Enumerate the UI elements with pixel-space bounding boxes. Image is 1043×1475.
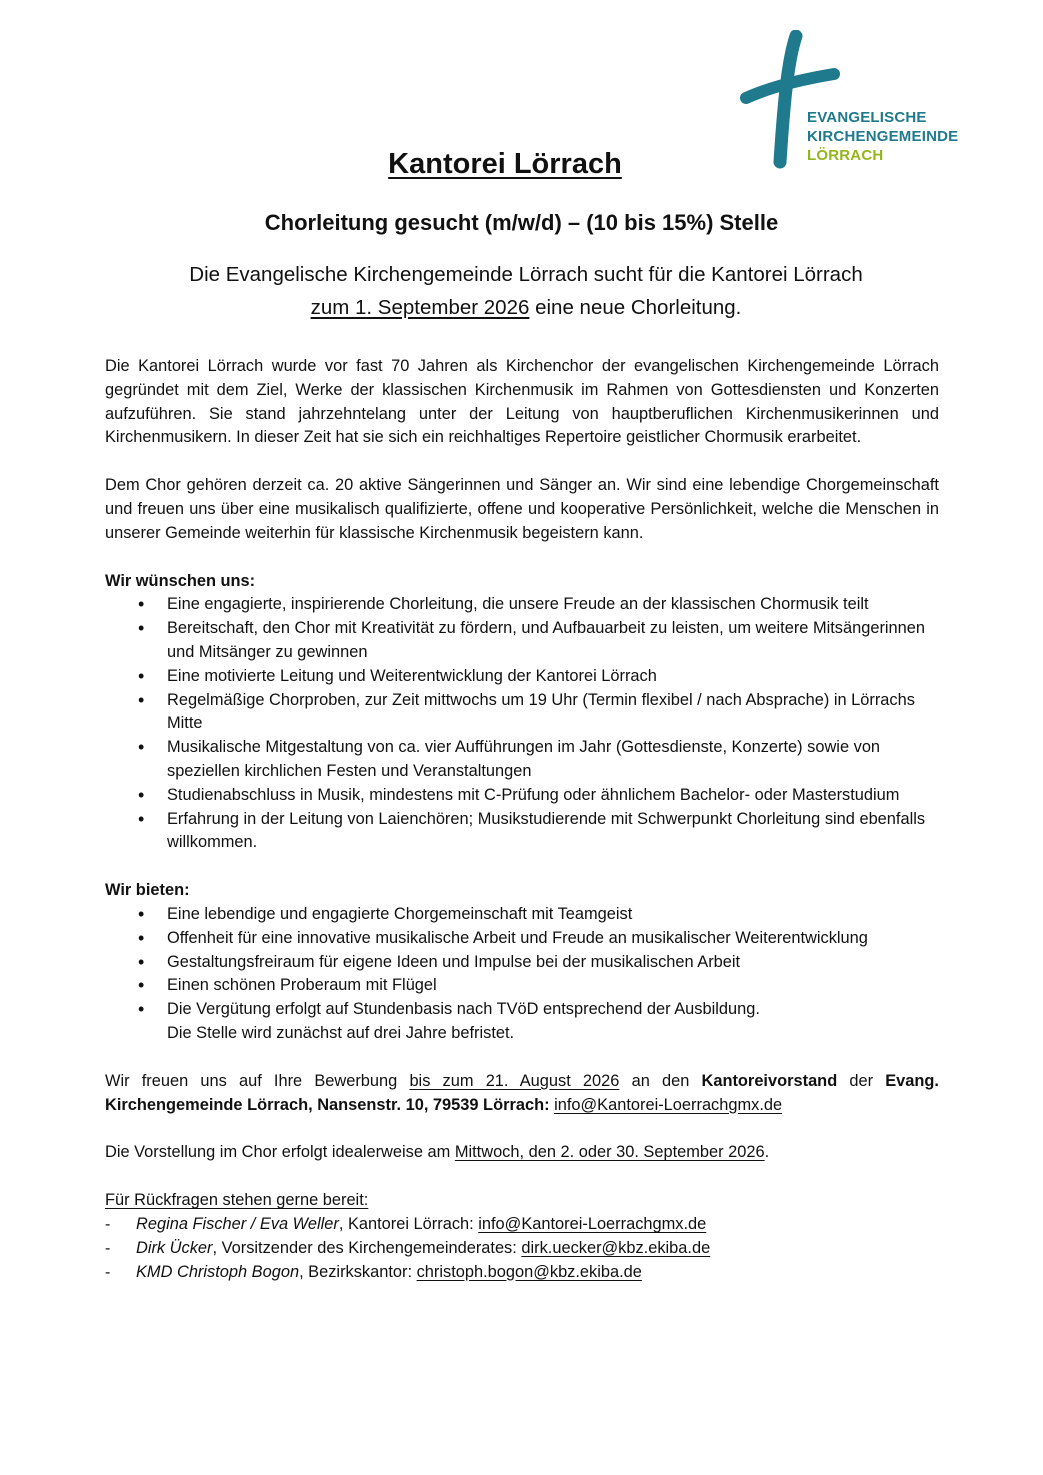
logo-line-1: EVANGELISCHE <box>807 109 927 126</box>
paragraph-history: Die Kantorei Lörrach wurde vor fast 70 Jahren als Kirchenchor der evangelischen Kirchengemeinde Lörrach gegründet mit dem Ziel, Werke der klassischen Kirchenmusik im Rahmen von Gottesdiensten und Konzerten aufzuführen. Sie stand jahrzehntelang unter der Leitung von hauptberuflichen Kirchenmusikerinnen und Kirchenmusikern. In dieser Zeit hat sie sich ein reichhaltiges Repertoire geistlicher Chormusik erarbeitet. <box>105 357 939 447</box>
contact-name: Regina Fischer / Eva Weller <box>136 1214 339 1233</box>
list-item: • Bereitschaft, den Chor mit Kreativität zu fördern, und Aufbauarbeit zu leisten, um weitere Mitsängerinnen und Mitsänger zu gewinnen <box>105 617 939 665</box>
list-item: • Musikalische Mitgestaltung von ca. vier Aufführungen im Jahr (Gottesdienste, Konzerte) sowie von speziellen kirchlichen Festen und Veranstaltungen <box>105 736 939 784</box>
intro-line-2 <box>0 291 1043 324</box>
page-subtitle: Chorleitung gesucht (m/w/d) – (10 bis 15%) Stelle <box>264 210 779 235</box>
paragraph-choir: Dem Chor gehören derzeit ca. 20 aktive Sängerinnen und Sänger an. Wir sind eine lebendige Chorgemeinschaft und freuen uns über eine musikalisch qualifizierte, offene und kooperative Persönlichkeit, welche die Menschen in unserer Gemeinde weiterhin für klassische Kirchenmusik begeistern kann. <box>105 476 939 542</box>
list-item-continuation: Die Stelle wird zunächst auf drei Jahre befristet. <box>167 1023 515 1042</box>
contact-item <box>105 1237 939 1261</box>
list-item: • Regelmäßige Chorproben, zur Zeit mittwochs um 19 Uhr (Termin flexibel / nach Absprache) in Lörrachs Mitte <box>105 689 939 737</box>
list-item: • Gestaltungsfreiraum für eigene Ideen und Impulse bei der musikalischen Arbeit <box>105 951 939 975</box>
contact-email-link[interactable]: christoph.bogon@kbz.ekiba.de <box>416 1262 642 1281</box>
intro-date: zum 1. September 2026 <box>310 296 530 319</box>
list-item: • Erfahrung in der Leitung von Laienchören; Musikstudierende mit Schwerpunkt Chorleitung sind ebenfalls willkommen. <box>105 808 939 856</box>
page-title-text: Kantorei Lörrach <box>388 148 622 180</box>
presentation-date: Mittwoch, den 2. oder 30. September 2026 <box>454 1143 765 1162</box>
list-item: • Eine lebendige und engagierte Chorgemeinschaft mit Teamgeist <box>105 903 939 927</box>
application-text: an den <box>619 1071 702 1090</box>
list-item-text: Die Vergütung erfolgt auf Stundenbasis nach TVöD entsprechend der Ausbildung. <box>167 1000 760 1019</box>
application-paragraph <box>105 1070 939 1118</box>
contact-name: Dirk Ücker <box>136 1238 213 1257</box>
wishes-heading: Wir wünschen uns: <box>105 571 256 590</box>
logo-line-2: KIRCHENGEMEINDE <box>807 128 959 145</box>
application-board: Kantoreivorstand <box>701 1071 838 1090</box>
contact-role: , Vorsitzender des Kirchengemeinderates: <box>212 1238 522 1257</box>
presentation-paragraph <box>105 1141 939 1165</box>
contact-item <box>105 1261 939 1285</box>
application-email-link[interactable]: info@Kantorei-Loerrachgmx.de <box>554 1095 783 1114</box>
list-item: • Offenheit für eine innovative musikalische Arbeit und Freude an musikalischer Weiterentwicklung <box>105 927 939 951</box>
contact-item <box>105 1213 939 1237</box>
contact-email-link[interactable]: info@Kantorei-Loerrachgmx.de <box>478 1214 707 1233</box>
list-item: • Studienabschluss in Musik, mindestens mit C-Prüfung oder ähnlichem Bachelor- oder Masterstudium <box>105 784 939 808</box>
offers-list <box>105 903 939 1046</box>
list-item: • Eine engagierte, inspirierende Chorleitung, die unsere Freude an der klassischen Chormusik teilt <box>105 593 939 617</box>
contacts-list <box>105 1213 939 1284</box>
application-deadline: bis zum 21. August 2026 <box>409 1071 620 1090</box>
application-text: der <box>837 1071 886 1090</box>
contact-role: , Bezirkskantor: <box>299 1262 417 1281</box>
intro <box>0 258 1043 324</box>
list-item <box>105 998 939 1046</box>
logo-line-3: LÖRRACH <box>807 147 884 164</box>
page-title <box>0 148 1010 181</box>
contact-role: , Kantorei Lörrach: <box>338 1214 479 1233</box>
offers-heading: Wir bieten: <box>105 881 190 900</box>
contacts-heading: Für Rückfragen stehen gerne bereit: <box>105 1191 369 1210</box>
intro-line-1: Die Evangelische Kirchengemeinde Lörrach sucht für die Kantorei Lörrach <box>189 263 863 286</box>
intro-rest: eine neue Chorleitung. <box>529 296 742 319</box>
wishes-list <box>105 593 939 855</box>
presentation-text: Die Vorstellung im Chor erfolgt idealerweise am <box>105 1143 455 1162</box>
application-address: Evang. Kirchengemeinde Lörrach, Nansenstr. 10, 79539 Lörrach: <box>105 1071 939 1114</box>
list-item: • Einen schönen Proberaum mit Flügel <box>105 974 939 998</box>
contact-email-link[interactable]: dirk.uecker@kbz.ekiba.de <box>521 1238 711 1257</box>
application-text: Wir freuen uns auf Ihre Bewerbung <box>105 1071 410 1090</box>
body-content <box>105 355 939 1284</box>
contact-name: KMD Christoph Bogon <box>136 1262 300 1281</box>
presentation-text: . <box>764 1143 770 1162</box>
list-item: • Eine motivierte Leitung und Weiterentwicklung der Kantorei Lörrach <box>105 665 939 689</box>
